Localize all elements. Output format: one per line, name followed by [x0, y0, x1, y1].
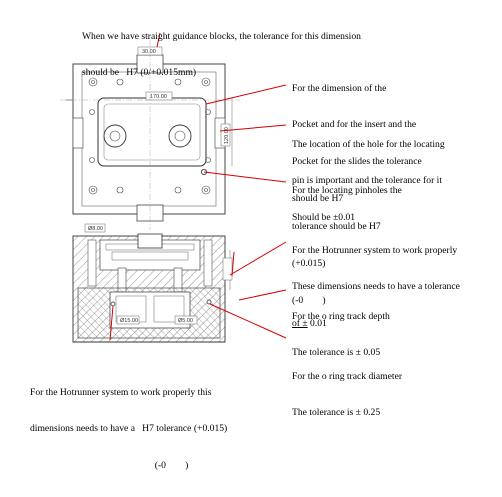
o-ring-track-2 — [207, 300, 211, 304]
note-pocket-line3: Pocket for the slides the tolerance — [292, 156, 422, 168]
section-view — [73, 224, 232, 342]
sprue-bushing — [138, 234, 162, 248]
o-ring-track-1 — [111, 302, 115, 306]
note-pinholes-line2: tolerance should be H7 — [292, 221, 381, 233]
note-oring-depth-line2: The tolerance is ± 0.05 — [292, 347, 381, 359]
note-location-line1: The location of the hole for the locating — [292, 138, 445, 150]
dimension-bottom-left-label: Ø15.00 — [120, 318, 139, 324]
note-hotrunner-right-rest: 0.01 — [307, 318, 327, 330]
note-pocket-line4: should be H7 — [292, 193, 344, 205]
note-oring-diameter-line1: For the o ring track diameter — [292, 370, 403, 382]
dimension-bottom-right-label: Ø5.00 — [178, 318, 193, 324]
dimension-box-section-right — [223, 258, 232, 280]
note-guidance-line1: When we have straight guidance blocks, the tolerance for this dimension — [82, 30, 361, 42]
note-hotrunner-right-line2: These dimensions needs to have a tolerance — [292, 281, 460, 293]
note-hotrunner-right-line1: For the Hotrunner system to work properly — [292, 244, 458, 256]
note-oring-depth-line1: For the o ring track depth — [292, 310, 390, 322]
note-location-line3: Should be ±0.01 — [292, 212, 356, 224]
dimension-section-label: Ø8.00 — [88, 226, 103, 232]
note-hotrunner-bottom — [30, 362, 227, 497]
note-hotrunner-bottom-line1: For the Hotrunner system to work properly this — [30, 386, 212, 398]
note-pocket-line2: Pocket and for the insert and the — [292, 119, 417, 131]
note-pocket-line1: For the dimension of the — [292, 82, 387, 94]
dimension-top-label: 30.00 — [142, 49, 156, 55]
dimension-right-label: 120.00 — [224, 127, 230, 144]
dimension-pocket-label: 170.00 — [150, 94, 167, 100]
note-guidance-line2: should be H7 (0/+0.015mm) — [82, 67, 197, 79]
guidance-block-left — [73, 118, 83, 148]
guide-pin-right — [204, 240, 212, 286]
note-oring-diameter-line2: The tolerance is ± 0.25 — [292, 407, 381, 419]
leader-hotrunner-right — [230, 242, 286, 275]
note-hotrunner-bottom-line2: dimensions needs to have a H7 tolerance (+0.015) — [30, 423, 228, 435]
guide-pin-left — [88, 240, 96, 286]
note-oring-diameter — [292, 346, 402, 444]
note-hotrunner-right-underlined: of ± — [292, 318, 308, 330]
note-pinholes-line4: (-0 ) — [292, 295, 326, 307]
note-pinholes-line1: For the locating pinholes the — [292, 184, 402, 196]
note-hotrunner-bottom-line3: (-0 ) — [30, 460, 189, 472]
note-pinholes-line3: (+0.015) — [292, 258, 326, 270]
note-location-line2: pin is important and the tolerance for it — [292, 175, 442, 187]
leader-oring-depth — [239, 290, 286, 300]
